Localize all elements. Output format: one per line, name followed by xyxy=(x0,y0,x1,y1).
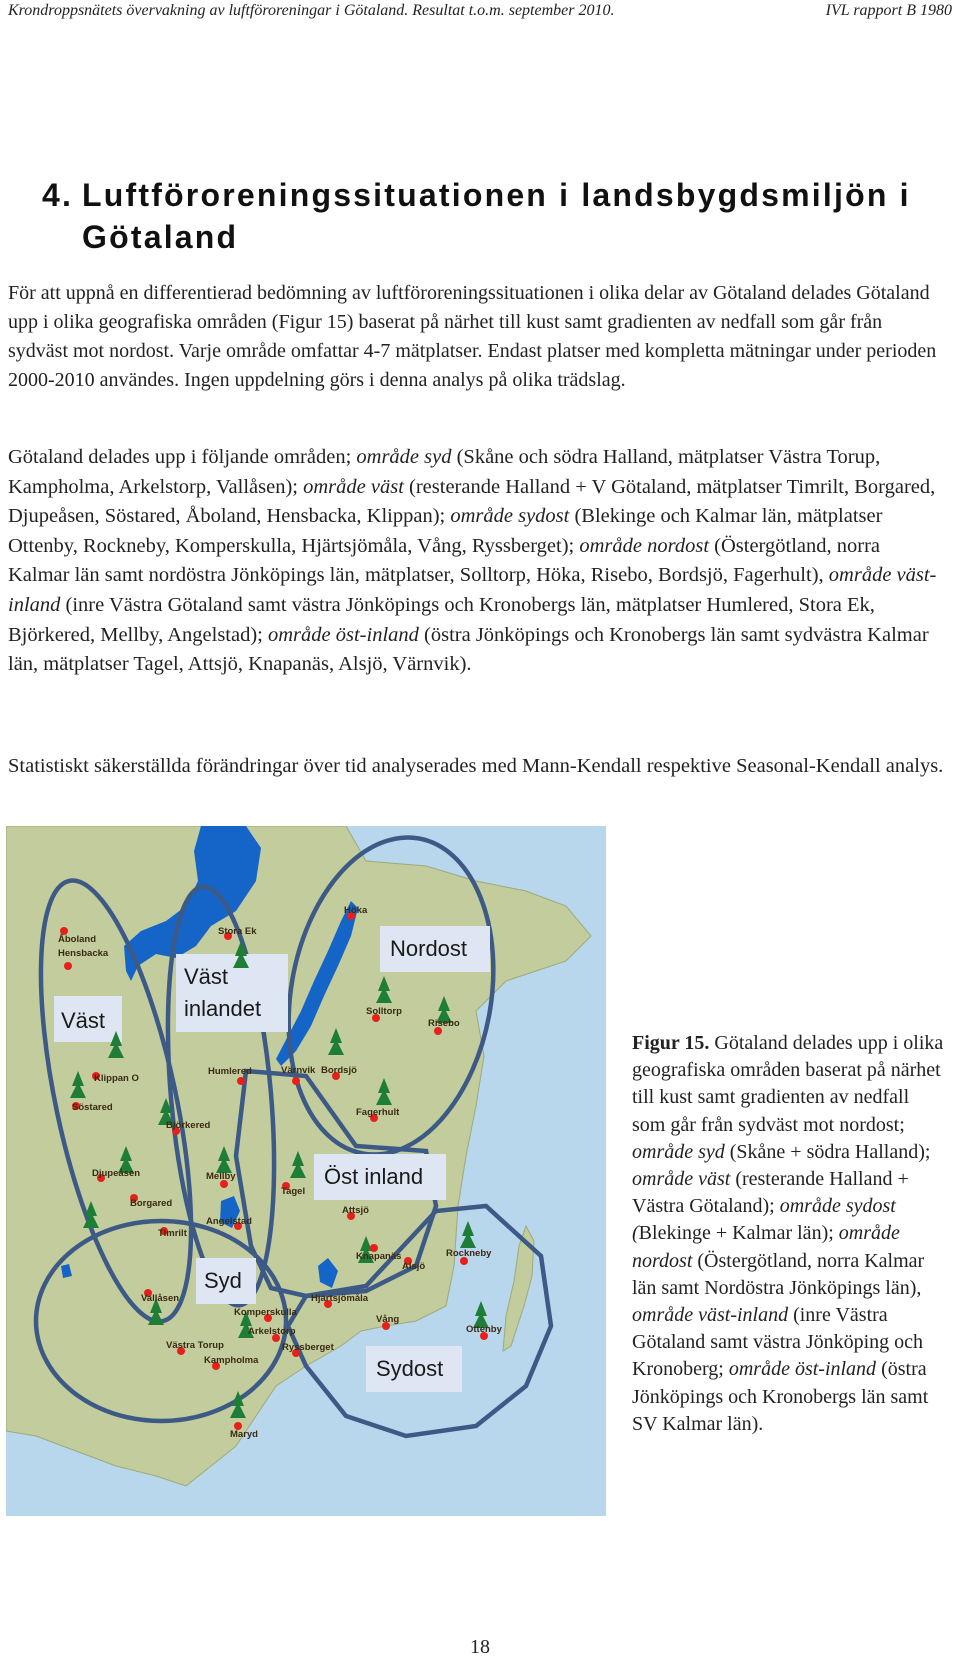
site-label-stora-ek: Stora Ek xyxy=(218,926,257,937)
running-header-report-id: IVL rapport B 1980 xyxy=(825,2,952,19)
site-label-bjorkered: Björkered xyxy=(166,1120,211,1131)
site-label-arkelstorp: Arkelstorp xyxy=(248,1326,296,1337)
figure-caption-label: Figur 15. xyxy=(632,1032,710,1054)
site-label-timrilt: Timrilt xyxy=(158,1228,187,1239)
region-label-vast: Väst xyxy=(61,1008,106,1033)
site-label-tagel: Tagel xyxy=(281,1186,306,1197)
region-map xyxy=(6,826,606,1516)
site-label-bordsjo: Bordsjö xyxy=(321,1065,357,1076)
site-label-klippan: Klippan O xyxy=(94,1073,139,1084)
areas-paragraph: Götaland delades upp i följande områden; område syd (Skåne och södra Halland, mätplatser Västra Torup, Kampholma, Arkelstorp, Vallåsen); område väst (resterande Halland + V Götaland, mätplatser Timrilt, Borgared, Djupeåsen, Söstared, Åboland, Hensbacka, Klippan); område sydost (Blekinge och Kalmar län, mätplatser Ottenby, Rockneby, Komperskulla, Hjärtsjömåla, Vång, Ryssberget); område nordost (Östergötland, norra Kalmar län samt nordöstra Jönköpings län, mätplatser, Solltorp, Höka, Risebo, Bordsjö, Fagerhult), område väst-inland (inre Västra Götaland samt västra Jönköpings och Kronobergs län, mätplatser Humlered, Stora Ek, Björkered, Mellby, Angelstad); område öst-inland (östra Jönköpings och Kronobergs län samt sydvästra Kalmar län, mätplatser Tagel, Attsjö, Knapanäs, Alsjö, Värnvik). xyxy=(8,446,937,676)
site-label-vallasen: Vallåsen xyxy=(141,1293,180,1304)
site-label-vastra-torup: Västra Torup xyxy=(166,1340,224,1351)
site-label-mellby: Mellby xyxy=(206,1171,236,1182)
site-label-rockneby: Rockneby xyxy=(446,1248,492,1259)
site-label-varnvik: Värnvik xyxy=(281,1065,316,1076)
site-label-fagerhult: Fagerhult xyxy=(356,1107,400,1118)
site-label-angelstad: Angelstad xyxy=(206,1216,252,1227)
site-label-kampholma: Kampholma xyxy=(204,1355,259,1366)
term-omrade-ost-inland: område öst-inland xyxy=(268,623,419,646)
stats-paragraph: Statistiskt säkerställda förändringar över tid analyserades med Mann-Kendall respektive Seasonal-Kendall analys. xyxy=(8,755,944,777)
site-dot xyxy=(64,962,72,970)
site-label-attsjo: Attsjö xyxy=(342,1205,369,1216)
site-label-humlered: Humlered xyxy=(208,1066,252,1077)
region-label-ost-inland: Öst inland xyxy=(324,1164,424,1189)
site-label-alsjo: Alsjö xyxy=(402,1261,426,1272)
term-omrade-vast-inland: område väst-inland xyxy=(8,564,937,616)
site-label-ryssberget: Ryssberget xyxy=(282,1342,334,1353)
site-label-borgared: Borgared xyxy=(130,1198,173,1209)
site-label-solltorp: Solltorp xyxy=(366,1006,402,1017)
region-label-vast-inlandet-1: Väst xyxy=(184,964,229,989)
site-label-knapanas: Knapanäs xyxy=(356,1251,402,1262)
site-label-aboland: Åboland xyxy=(58,934,96,945)
site-label-maryd: Maryd xyxy=(230,1429,258,1440)
page-number: 18 xyxy=(470,1636,490,1658)
term-omrade-vast: område väst xyxy=(303,475,404,498)
site-label-komperskulla: Komperskulla xyxy=(234,1307,297,1318)
site-label-hjartsjomala: Hjärtsjömåla xyxy=(311,1293,369,1304)
region-map-figure xyxy=(6,826,606,1516)
site-label-hensbacka: Hensbacka xyxy=(58,948,109,959)
site-label-djupeasen: Djupeåsen xyxy=(92,1168,141,1179)
site-label-vang: Vång xyxy=(376,1314,400,1325)
region-label-syd: Syd xyxy=(204,1268,242,1293)
site-label-risebo: Risebo xyxy=(428,1018,460,1029)
running-header-title: Krondroppsnätets övervakning av luftföroreningar i Götaland. Resultat t.o.m. september 2010. xyxy=(8,2,615,19)
term-omrade-sydost: område sydost xyxy=(450,505,570,528)
site-dot xyxy=(237,1077,245,1085)
term-omrade-nordost: område nordost xyxy=(579,534,710,557)
site-label-ottenby: Ottenby xyxy=(466,1324,502,1335)
region-label-sydost: Sydost xyxy=(376,1356,444,1381)
region-label-vast-inlandet-2: inlandet xyxy=(184,996,262,1021)
site-label-hoka: Höka xyxy=(344,905,368,916)
chapter-title-text: Luftföroreningssituationen i landsbygdsmiljön i Götaland xyxy=(82,177,911,255)
chapter-number: 4. xyxy=(42,177,74,213)
running-header xyxy=(8,2,952,26)
term-omrade-syd: område syd xyxy=(356,446,452,468)
region-label-nordost: Nordost xyxy=(390,936,468,961)
figure-caption: Figur 15. Götaland delades upp i olika geografiska områden baserat på närhet till kust samt gradienten av nedfall som går från sydväst mot nordost; område syd (Skåne + södra Halland); område väst (resterande Halland + Västra Götaland); område sydost (Blekinge + Kalmar län); område nordost (Östergötland, norra Kalmar län samt Nordöstra Jönköpings län), område väst-inland (inre Västra Götaland samt västra Jönköping och Kronoberg; område öst-inland (östra Jönköpings och Kronobergs län samt SV Kalmar län). xyxy=(632,1032,944,1435)
site-dot xyxy=(292,1077,300,1085)
intro-paragraph: För att uppnå en differentierad bedömning av luftföroreningssituationen i olika delar av Götaland delades Götaland upp i olika geografiska områden (Figur 15) baserat på närhet till kust samt gradienten av nedfall som går från sydväst mot nordost. Varje område omfattar 4-7 mätplatser. Endast platser med kompletta mätningar under perioden 2000-2010 användes. Ingen uppdelning görs i denna analys på olika trädslag. xyxy=(8,282,937,391)
site-label-sostared: Söstared xyxy=(72,1102,113,1113)
